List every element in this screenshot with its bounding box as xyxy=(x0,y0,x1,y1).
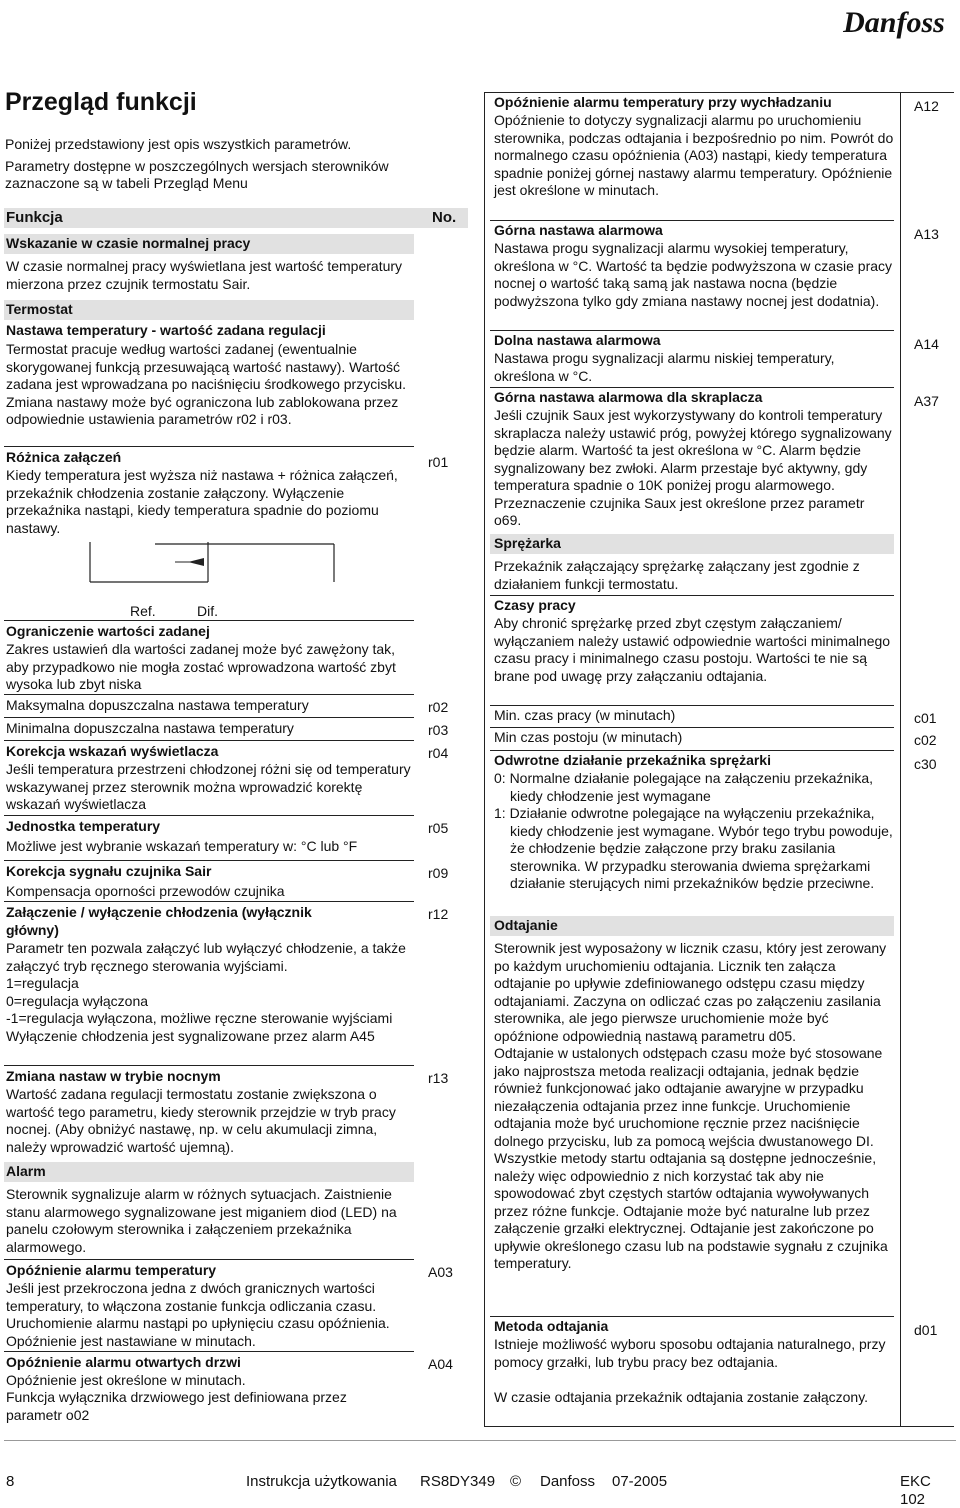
defrost-text xyxy=(494,940,894,1273)
intro-text xyxy=(5,136,425,193)
setpoint-limit-heading: Ograniczenie wartości zadanej xyxy=(6,623,210,639)
column-divider xyxy=(900,92,901,1426)
parameter-code: c02 xyxy=(914,732,937,748)
section-title: Wskazanie w czasie normalnej pracy xyxy=(6,235,251,251)
sensor-correction-text: Kompensacja oporności przewodów czujnika xyxy=(6,883,285,899)
footer-rule xyxy=(4,1440,956,1441)
section-title: Termostat xyxy=(6,301,73,317)
parameter-code: r09 xyxy=(428,865,449,881)
compressor-text: Przekaźnik załączający sprężarkę załączany jest zgodnie z działaniem funkcji termostatu. xyxy=(494,558,860,592)
main-switch-note: Wyłączenie chłodzenia jest sygnalizowane przez alarm A45 xyxy=(6,1027,375,1044)
divider xyxy=(490,330,894,331)
divider xyxy=(490,220,894,221)
section-title: Sprężarka xyxy=(494,535,561,551)
section-header-normal-display xyxy=(4,234,414,254)
divider xyxy=(490,1316,894,1317)
door-alarm-text-2: Funkcja wyłącznika drzwiowego jest definiowana przez parametr o02 xyxy=(6,1389,347,1423)
section-title: Odtajanie xyxy=(494,917,558,933)
divider xyxy=(4,1065,414,1066)
diagram-ref-label: Ref. xyxy=(130,603,156,619)
divider xyxy=(4,1351,414,1352)
footer-model: EKC 102 xyxy=(900,1473,931,1508)
footer-date: 07-2005 xyxy=(612,1473,668,1490)
footer-company: Danfoss xyxy=(540,1473,596,1490)
temp-unit-text: Możliwe jest wybranie wskazań temperatury w: °C lub °F xyxy=(6,838,358,854)
danfoss-logo-graphic xyxy=(832,4,956,44)
divider xyxy=(490,387,894,388)
main-switch-option: 0=regulacja wyłączona xyxy=(6,992,149,1009)
section-header-thermostat xyxy=(4,300,414,320)
parameter-code: A37 xyxy=(914,393,939,409)
divider xyxy=(490,727,894,728)
min-run-time-text: Min. czas pracy (w minutach) xyxy=(494,707,676,723)
main-switch-heading: Załączenie / wyłączenie chłodzenia (wyłącznik główny) xyxy=(6,904,312,938)
differential-heading: Różnica załączeń xyxy=(6,449,122,465)
parameter-code: r05 xyxy=(428,820,449,836)
intro-line-1: Poniżej przedstawiony jest opis wszystkich parametrów. xyxy=(5,136,352,152)
logo-text: Danfoss xyxy=(843,6,945,39)
section-header-defrost xyxy=(490,916,894,936)
function-column-header: Funkcja xyxy=(6,209,63,226)
parameter-code: r03 xyxy=(428,722,449,738)
table-header xyxy=(4,208,468,228)
divider xyxy=(4,717,414,718)
column-divider xyxy=(484,92,485,1426)
low-alarm-text: Nastawa progu sygnalizacji alarmu niskiej temperatury, określona w °C. xyxy=(494,350,835,384)
intro-line-2: Parametry dostępne w poszczególnych wersjach sterowników zaznaczone są w tabeli Przegląd Menu xyxy=(5,157,389,191)
cooldown-alarm-heading: Opóźnienie alarmu temperatury przy wychładzaniu xyxy=(494,94,832,110)
door-alarm-heading: Opóźnienie alarmu otwartych drzwi xyxy=(6,1354,241,1370)
parameter-code: A12 xyxy=(914,98,939,114)
parameter-code: c30 xyxy=(914,756,937,772)
night-setback-text: Wartość zadana regulacji termostatu zostanie zwiększona o wartość tego parametru, kiedy sterownik przejdzie w tryb pracy nocnej. (Aby obniżyć nastawę, np. w celu akumulacji zimna, należy wprowadzić wartość ujemną). xyxy=(6,1086,396,1155)
main-switch-text xyxy=(6,940,416,1045)
page-number: 8 xyxy=(6,1473,15,1490)
parameter-code: r12 xyxy=(428,906,449,922)
divider xyxy=(4,901,414,902)
divider xyxy=(490,750,894,751)
divider xyxy=(4,620,414,621)
divider xyxy=(4,740,414,741)
defrost-paragraph: Odtajanie w ustalonych odstępach czasu może być stosowane jako najprostsza metoda realizacji odtajania, jednak będzie również funkcjonować jako odtajanie awaryjne w przypadku niezałączenia odtajania przez inne funkcje. Uruchomienie odtajania może być uruchomione ręcznie przez naciśnięcie dolnego przycisku, lub za pomocą wejścia dwustanowego DI. xyxy=(494,1045,883,1149)
low-alarm-heading: Dolna nastawa alarmowa xyxy=(494,332,661,348)
defrost-method-heading: Metoda odtajania xyxy=(494,1318,609,1334)
footer-doc-code: RS8DY349 xyxy=(420,1473,496,1490)
run-times-heading: Czasy pracy xyxy=(494,597,576,613)
min-off-time-text: Min czas postoju (w minutach) xyxy=(494,729,683,745)
alarm-text: Sterownik sygnalizuje alarm w różnych sytuacjach. Zaistnienie stanu alarmowego sygnalizowane jest miganiem diod (LED) na panelu czołowym sterownika i załączeniem przekaźnika alarmowego. xyxy=(6,1186,397,1255)
reverse-relay-option: 1: Działanie odwrotne polegające na wyłączeniu przekaźnika, kiedy chłodzenie jest wymagane. Wybór tego trybu powoduje, że chłodzenie będzie załączone przy braku zasilania sterownika. W przypadku sterowania dwiema sprężarkami działanie sterujących nimi przekaźników będzie przeciwne. xyxy=(494,805,893,891)
divider xyxy=(490,595,894,596)
divider xyxy=(4,694,414,695)
parameter-code: d01 xyxy=(914,1322,938,1338)
divider xyxy=(4,1259,414,1260)
reverse-relay-heading: Odwrotne działanie przekaźnika sprężarki xyxy=(494,752,771,768)
condenser-alarm-text: Jeśli czujnik Saux jest wykorzystywany do kontroli temperatury skraplacza należy ustawić próg, powyżej którego sygnalizowany będzie alarm. Wartość ta jest określona w °C. Alarm będzie sygnalizowany bez zwłoki. Alarm przestaje być aktywny, gdy temperatura spadnie o 10K poniżej progu alarmowego. Przeznaczenie czujnika Saux jest określone przez parametr o69. xyxy=(494,407,892,528)
main-switch-desc: Parametr ten pozwala załączyć lub wyłączyć chłodzenie, a także załączyć tryb ręcznego sterowania wyjściami. xyxy=(6,940,406,974)
temp-alarm-delay-heading: Opóźnienie alarmu temperatury xyxy=(6,1262,217,1278)
main-switch-option: -1=regulacja wyłączona, możliwe ręczne sterowanie wyjściami xyxy=(6,1010,393,1026)
divider xyxy=(4,860,414,861)
footer-doc-title: Instrukcja użytkowania xyxy=(246,1473,397,1490)
parameter-code: c01 xyxy=(914,710,937,726)
divider xyxy=(484,1426,954,1427)
main-switch-option: 1=regulacja xyxy=(6,975,79,991)
divider xyxy=(490,705,894,706)
page-title: Przegląd funkcji xyxy=(5,88,197,116)
parameter-code: A04 xyxy=(428,1356,453,1372)
setpoint-limit-text: Zakres ustawień dla wartości zadanej może być zawężony tak, aby przypadkowo nie mogła zostać wprowadzona wartość zbyt wysoka lub zbyt niska xyxy=(6,641,396,692)
defrost-paragraph: Sterownik jest wyposażony w licznik czasu, który jest zerowany po każdym uruchomieniu odtajania. Licznik ten załącza odtajanie po upływie zdefiniowanego odstępu czasu między odtajaniami. Zaczyna on odliczać czas po załączeniu zasilania sterownika, ale jego pierwsze uruchomienie może być opóźnione odpowiednią nastawą parametru d05. xyxy=(494,940,887,1044)
differential-text: Kiedy temperatura jest wyższa niż nastawa + różnica załączeń, przekaźnik chłodzenia zostanie załączony. Wyłączenie przekaźnika nastąpi, kiedy temperatura spadnie do poziomu nastawy. xyxy=(6,467,398,536)
section-header-alarm xyxy=(4,1162,414,1182)
temp-alarm-delay-text: Jeśli jest przekroczona jedna z dwóch granicznych wartości temperatury, to włączona zostanie funkcja odliczania czasu. Uruchomienie alarmu nastąpi po upłynięciu czasu opóźnienia. Opóźnienie jest nastawiane w minutach. xyxy=(6,1280,390,1349)
reverse-relay-options xyxy=(494,770,894,893)
danfoss-logo xyxy=(832,4,956,44)
reverse-relay-option: 0: Normalne działanie polegające na załączeniu przekaźnika, kiedy chłodzenie jest wymagane xyxy=(494,770,874,804)
night-setback-heading: Zmiana nastaw w trybie nocnym xyxy=(6,1068,221,1084)
diagram-dif-label: Dif. xyxy=(197,603,218,619)
display-offset-heading: Korekcja wskazań wyświetlacza xyxy=(6,743,219,759)
setpoint-text: Termostat pracuje według wartości zadanej (ewentualnie skorygowanej funkcją przesuwającą wartość nastawy). Wartość zadana jest wprowadzana po naciśnięciu środkowego przycisku. Zmiana nastawy może być ograniczona lub zablokowana przez odpowiednie ustawienia parametrów r02 i r03. xyxy=(6,341,406,427)
section-header-compressor xyxy=(490,534,894,554)
sensor-correction-heading: Korekcja sygnału czujnika Sair xyxy=(6,863,212,879)
min-setpoint-text: Minimalna dopuszczalna nastawa temperatury xyxy=(6,720,294,736)
divider xyxy=(4,446,414,447)
temp-unit-heading: Jednostka temperatury xyxy=(6,818,161,834)
section-title: Alarm xyxy=(6,1163,46,1179)
high-alarm-text: Nastawa progu sygnalizacji alarmu wysokiej temperatury, określona w °C. Wartość ta będzie podwyższona w czasie pracy nocnej o wartość taką samą jak nastawa nocna (będzie podwyższona tylko gdy zmiana nastawy nocnej jest dodatnia). xyxy=(494,240,893,309)
divider xyxy=(484,92,954,93)
normal-display-text: W czasie normalnej pracy wyświetlana jest wartość temperatury mierzona przez czujnik termostatu Sair. xyxy=(6,258,403,292)
divider xyxy=(4,815,414,816)
run-times-text: Aby chronić sprężarkę przed zbyt częstym załączaniem/ wyłączaniem należy ustawić odpowiednie wartości minimalnego czasu pracy i minimalnego czasu postoju. Wartości te nie są brane pod uwagę przy załączaniu odtajania. xyxy=(494,615,891,684)
defrost-method-text-2: W czasie odtajania przekaźnik odtajania zostanie załączony. xyxy=(494,1389,869,1405)
parameter-code: A14 xyxy=(914,336,939,352)
copyright-icon: © xyxy=(510,1473,522,1490)
setpoint-heading: Nastawa temperatury - wartość zadana regulacji xyxy=(6,322,326,338)
door-alarm-text: Opóźnienie jest określone w minutach. xyxy=(6,1372,246,1388)
parameter-code: r01 xyxy=(428,454,449,470)
differential-diagram xyxy=(80,540,350,610)
max-setpoint-text: Maksymalna dopuszczalna nastawa temperatury xyxy=(6,697,309,713)
parameter-code: A03 xyxy=(428,1264,453,1280)
display-offset-text: Jeśli temperatura przestrzeni chłodzonej różni się od temperatury wskazywanej przez sterownik można wprowadzić korektę wskazań wyświetlacza xyxy=(6,761,411,812)
cooldown-alarm-text: Opóźnienie to dotyczy sygnalizacji alarmu po uruchomieniu sterownika, podczas odtajania i bezpośrednio po nim. Powrót do normalnego czasu opóźnienia (A03) nastąpi, kiedy temperatura spadnie poniżej górnej nastawy alarmu temperatury. Opóźnienie jest określone w minutach. xyxy=(494,112,894,198)
number-column-header: No. xyxy=(432,209,457,226)
parameter-code: A13 xyxy=(914,226,939,242)
high-alarm-heading: Górna nastawa alarmowa xyxy=(494,222,663,238)
defrost-paragraph: Wszystkie metody startu odtajania są dostępne jednocześnie, należy więc odpowiednio z nich korzystać tak aby nie spowodować zbyt częstych startów odtajania wywoływanych przez różne funkcje. Odtajanie może być naturalne lub przez załączenie grzałki elektrycznej. Odtajanie jest zakończone po upływie określonego czasu lub na podstawie sygnału z czujnika temperatury. xyxy=(494,1150,888,1271)
defrost-method-text: Istnieje możliwość wyboru sposobu odtajania naturalnego, przy pomocy grzałki, lub trybu pracy bez odtajania. xyxy=(494,1336,886,1370)
parameter-code: r13 xyxy=(428,1070,449,1086)
parameter-code: r02 xyxy=(428,699,449,715)
parameter-code: r04 xyxy=(428,745,449,761)
condenser-alarm-heading: Górna nastawa alarmowa dla skraplacza xyxy=(494,389,763,405)
